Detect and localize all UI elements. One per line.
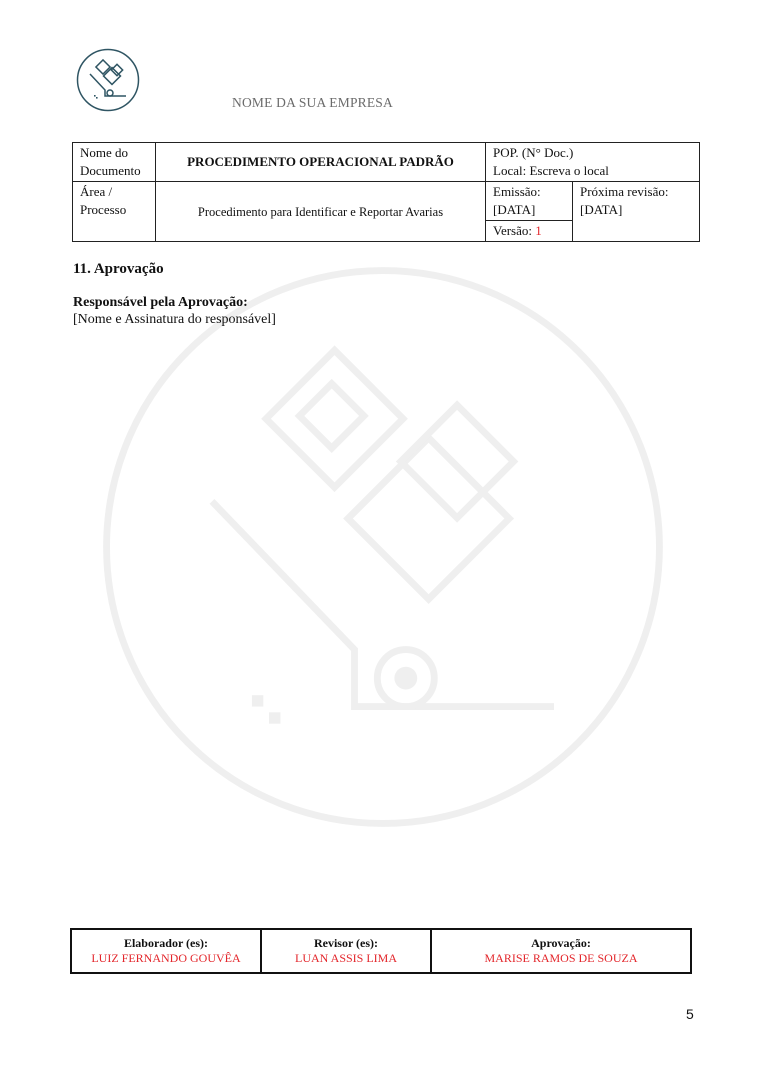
watermark-logo-icon (98, 262, 668, 832)
proxima-revisao-label: Próxima revisão: (580, 184, 669, 199)
versao-label: Versão: (493, 223, 532, 238)
nome-documento-label: Nome do Documento (73, 143, 156, 182)
aprovacao-cell (431, 929, 691, 973)
revisor-cell (261, 929, 431, 973)
aprovacao-name: MARISE RAMOS DE SOUZA (484, 951, 638, 965)
responsible-value: [Nome e Assinatura do responsável] (73, 312, 276, 327)
elaborador-cell (71, 929, 261, 973)
versao-cell (486, 221, 573, 242)
emissao-value: [DATA] (493, 202, 536, 217)
emissao-label: Emissão: (493, 184, 541, 199)
section-title: 11. Aprovação (73, 261, 164, 277)
area-processo-label: Área / Processo (73, 182, 156, 242)
revisor-name: LUAN ASSIS LIMA (294, 951, 397, 965)
company-logo-icon (76, 48, 140, 112)
aprovacao-label: Aprovação: (531, 936, 591, 950)
elaborador-label: Elaborador (es): (123, 936, 209, 950)
page-number: 5 (686, 1006, 694, 1022)
elaborador-name: LUIZ FERNANDO GOUVÊA (91, 951, 241, 965)
company-name: NOME DA SUA EMPRESA (232, 95, 393, 110)
procedure-name: Procedimento para Identificar e Reportar Avarias (156, 182, 486, 242)
responsible-label: Responsável pela Aprovação: (73, 295, 248, 310)
versao-value: 1 (535, 223, 542, 238)
pop-label: POP. (N° Doc.) (493, 145, 574, 160)
document-title: PROCEDIMENTO OPERACIONAL PADRÃO (156, 143, 486, 182)
proxima-revisao-value: [DATA] (580, 202, 623, 217)
approval-footer-table (70, 928, 692, 974)
pop-local-cell (486, 143, 700, 182)
revisor-label: Revisor (es): (313, 936, 379, 950)
emissao-cell (486, 182, 573, 221)
document-header-table (72, 142, 700, 242)
proxima-revisao-cell (573, 182, 700, 242)
local-label: Local: Escreva o local (493, 163, 609, 178)
